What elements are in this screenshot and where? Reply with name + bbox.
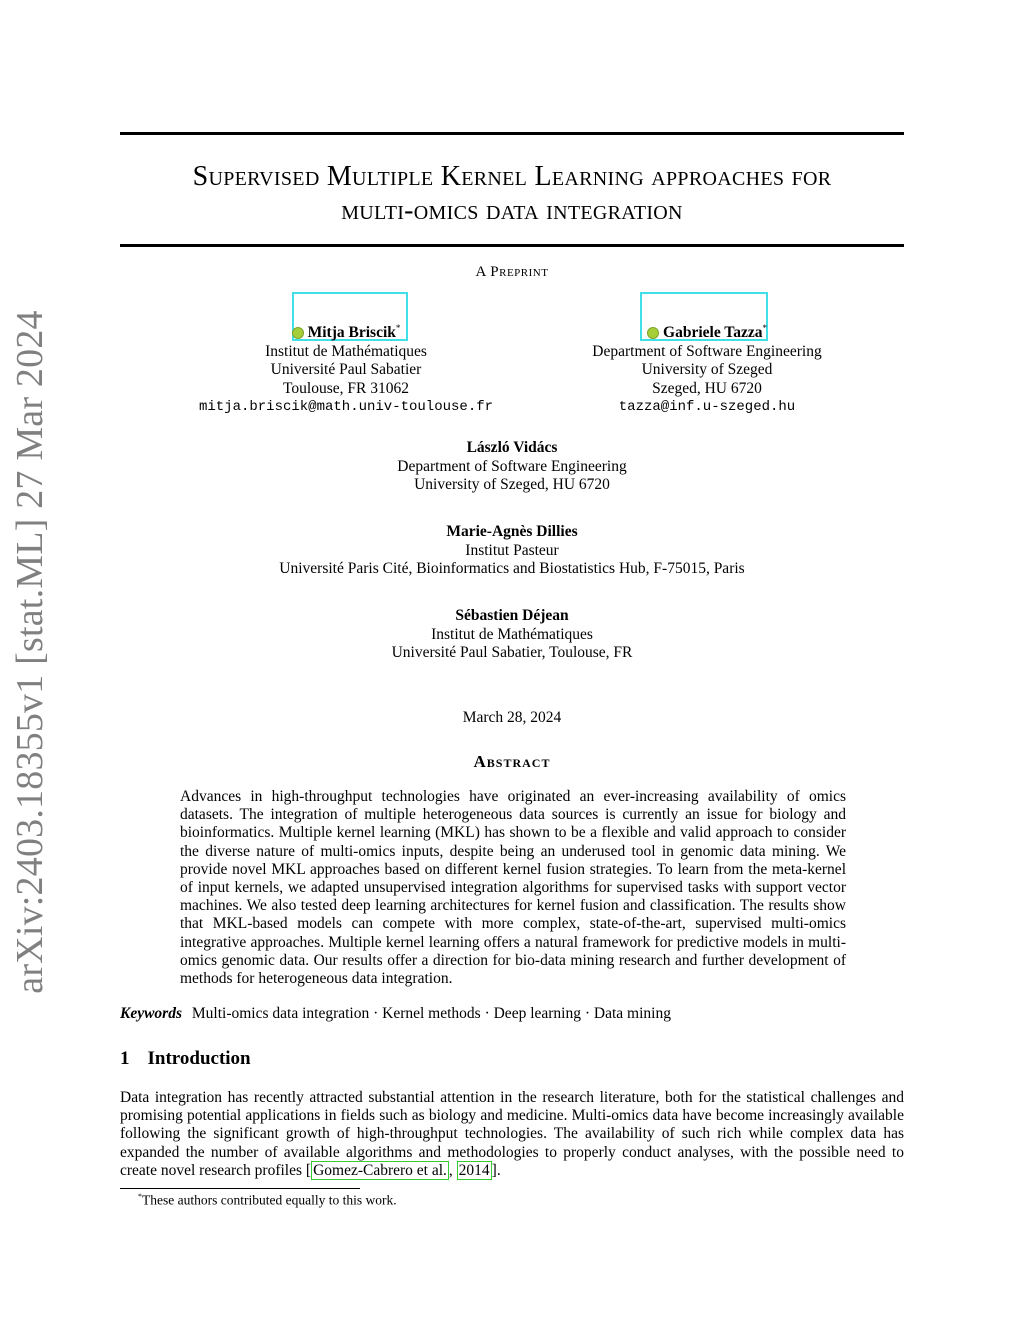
author-block-dillies — [120, 523, 904, 579]
author-name: László Vidács — [466, 439, 558, 456]
section-number: 1 — [120, 1048, 130, 1069]
author-name: Sébastien Déjean — [455, 607, 569, 624]
preprint-label: A Preprint — [475, 264, 549, 280]
footnote-text: These authors contributed equally to this work. — [142, 1192, 397, 1208]
author-name: Marie-Agnès Dillies — [446, 523, 578, 540]
affiliation-line: Université Paris Cité, Bioinformatics and Biostatistics Hub, F-75015, Paris — [279, 560, 745, 577]
citation-bracket-close: ]. — [491, 1161, 501, 1179]
footnote — [138, 1192, 397, 1209]
affiliation-line: Institut de Mathématiques — [431, 625, 593, 643]
affiliation-line: Department of Software Engineering — [397, 457, 627, 475]
section-title: Introduction — [147, 1048, 251, 1069]
introduction-text: Data integration has recently attracted substantial attention in the research literature, both for the statistical challenges and promising potential applications in fields such as biology and medicine. Multi-omics data have become increasingly available following the significant growth of high-throughput technologies. The availability of such rich while complex data has expanded the number of available algorithms and methodologies to properly conduct analyses, with the possible need to create novel research profiles — [120, 1089, 904, 1179]
author-email[interactable]: mitja.briscik@math.univ-toulouse.fr — [198, 399, 494, 416]
section-heading — [120, 1048, 251, 1070]
affiliation-line: Université Paul Sabatier — [270, 361, 422, 379]
affiliation-line: Toulouse, FR 31062 — [283, 379, 409, 397]
author-marker: * — [395, 323, 401, 333]
keywords-text: Multi-omics data integration · Kernel methods · Deep learning · Data mining — [191, 1005, 671, 1022]
affiliation-line: University of Szeged, HU 6720 — [414, 476, 610, 493]
introduction-paragraph — [120, 1089, 904, 1180]
citation-author-link[interactable]: Gomez-Cabrero et al. — [313, 1161, 447, 1179]
keywords-line — [120, 1005, 671, 1023]
abstract-text: Advances in high-throughput technologies have originated an ever-increasing availability of omics datasets. The integration of multiple heterogeneous data sources is currently an issue for biology and bioinformatics. Multiple kernel learning (MKL) has shown to be a flexible and valid approach to consider the diverse nature of multi-omics inputs, despite being an underused tool in genomic data mining. We provide novel MKL approaches based on different kernel fusion strategies. To learn from the meta-kernel of input kernels, we adapted unsupervised integration algorithms for supervised tasks with support vector machines. We also tested deep learning architectures for kernel fusion and classification. The results show that MKL-based models can compete with more complex, state-of-the-art, supervised multi-omics integrative approaches. Multiple kernel learning offers a natural framework for predictive models in multi-omics genomic data. Our results offer a direction for bio-data mining research and further development of methods for heterogeneous data integration. — [180, 788, 846, 988]
affiliation-line: University of Szeged — [641, 361, 773, 379]
author-block-tazza — [540, 319, 874, 417]
paper-title — [120, 160, 904, 228]
orcid-icon[interactable] — [647, 327, 659, 339]
author-email[interactable]: tazza@inf.u-szeged.hu — [618, 399, 796, 416]
author-block-dejean — [120, 607, 904, 663]
citation-separator: , — [448, 1161, 457, 1179]
affiliation-line: Department of Software Engineering — [592, 342, 822, 360]
affiliation-line: Université Paul Sabatier, Toulouse, FR — [391, 644, 633, 661]
author-name[interactable]: Gabriele Tazza — [663, 324, 763, 342]
arxiv-identifier-stamp: arXiv:2403.18355v1 [stat.ML] 27 Mar 2024 — [9, 310, 51, 994]
citation-year-link[interactable]: 2014 — [458, 1161, 490, 1179]
affiliation-line: Szeged, HU 6720 — [652, 379, 762, 397]
keywords-label: Keywords — [120, 1005, 182, 1022]
author-block-briscik — [150, 319, 542, 417]
title-top-rule — [120, 132, 904, 135]
author-block-vidacs — [120, 439, 904, 495]
abstract-heading: Abstract — [473, 752, 551, 771]
footnote-marker: * — [138, 1192, 142, 1201]
author-marker: * — [762, 323, 767, 333]
orcid-icon[interactable] — [292, 327, 304, 339]
affiliation-line: Institut de Mathématiques — [265, 342, 427, 360]
title-line-1: Supervised Multiple Kernel Learning approaches for — [192, 161, 832, 192]
citation-bracket-open: [ — [305, 1161, 312, 1179]
author-name[interactable]: Mitja Briscik — [307, 324, 396, 342]
footnote-rule — [120, 1188, 360, 1189]
publication-date: March 28, 2024 — [462, 709, 562, 726]
affiliation-line: Institut Pasteur — [465, 541, 559, 559]
title-line-2: multi-omics data integration — [341, 195, 683, 226]
title-bottom-rule — [120, 244, 904, 247]
